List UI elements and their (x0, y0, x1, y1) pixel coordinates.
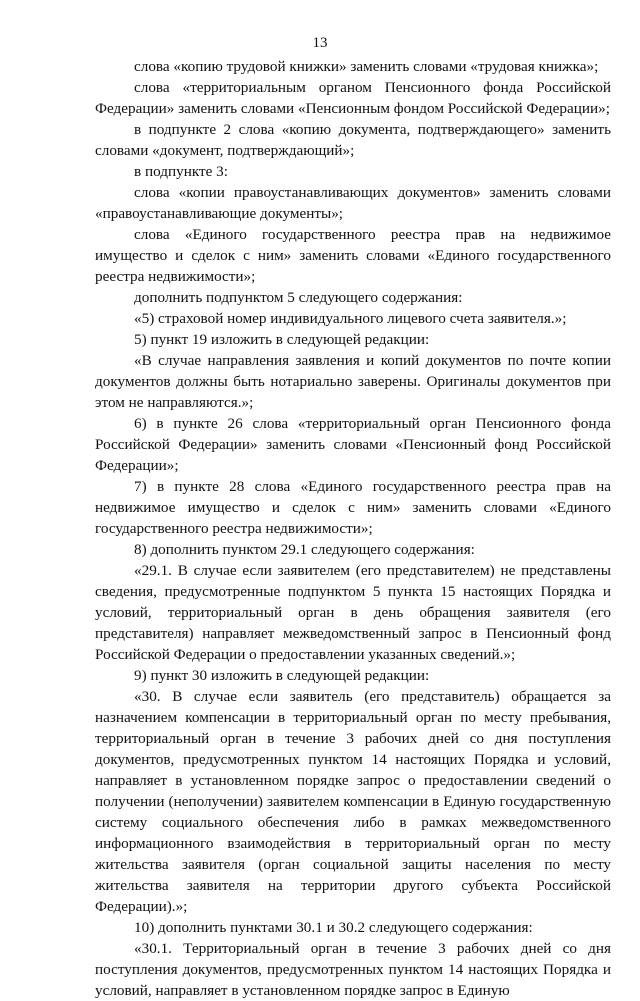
paragraph: в подпункте 2 слова «копию документа, подтверждающего» заменить словами «документ, подтверждающий»; (95, 121, 611, 159)
paragraph: дополнить подпунктом 5 следующего содержания: (134, 289, 463, 306)
paragraph: «30.1. Территориальный орган в течение 3 рабочих дней со дня поступления документов, предусмотренных пунктом 14 настоящих Порядка и условий, направляет в установленном порядке запрос в Единую (95, 940, 611, 999)
paragraph: 8) дополнить пунктом 29.1 следующего содержания: (134, 541, 475, 558)
paragraph: 9) пункт 30 изложить в следующей редакции: (134, 667, 430, 684)
paragraph: 5) пункт 19 изложить в следующей редакции: (134, 331, 430, 348)
page-number: 13 (312, 35, 328, 51)
paragraph: 10) дополнить пунктами 30.1 и 30.2 следующего содержания: (134, 919, 533, 936)
paragraph: «29.1. В случае если заявителем (его представителем) не представлены сведения, предусмотренные подпунктом 5 пункта 15 настоящих Порядка и условий, территориальный орган в день обращения заявителя (его представителя) направляет межведомственный запрос в Пенсионный фонд Российской Федерации о предоставлении указанных сведений.»; (95, 562, 611, 663)
paragraph: слова «Единого государственного реестра прав на недвижимое имущество и сделок с ним» заменить словами «Единого государственного реестра недвижимости»; (95, 226, 611, 285)
document-body (95, 56, 611, 1001)
paragraph: «30. В случае если заявитель (его представитель) обращается за назначением компенсации в территориальный орган по месту пребывания, территориальный орган в течение 3 рабочих дней со дня поступления документов, предусмотренных пунктом 14 настоящих Порядка и условий, направляет в установленном порядке запрос о предоставлении сведений о получении (неполучении) заявителем компенсации в Единую государственную систему социального обеспечения либо в рамках межведомственного информационного взаимодействия в территориальный орган по месту жительства заявителя (орган социальной защиты населения по месту жительства заявителя на территории другого субъекта Российской Федерации).»; (95, 688, 611, 915)
paragraph: «5) страховой номер индивидуального лицевого счета заявителя.»; (134, 310, 567, 327)
paragraph: 6) в пункте 26 слова «территориальный орган Пенсионного фонда Российской Федерации» заменить словами «Пенсионный фонд Российской Федерации»; (95, 415, 611, 474)
paragraph: слова «копию трудовой книжки» заменить словами «трудовая книжка»; (134, 58, 599, 75)
paragraph: «В случае направления заявления и копий документов по почте копии документов должны быть нотариально заверены. Оригиналы документов при этом не направляются.»; (95, 352, 611, 411)
paragraph: в подпункте 3: (134, 163, 228, 180)
paragraph: 7) в пункте 28 слова «Единого государственного реестра прав на недвижимое имущество и сделок с ним» заменить словами «Единого государственного реестра недвижимости»; (95, 478, 611, 537)
paragraph: слова «копии правоустанавливающих документов» заменить словами «правоустанавливающие документы»; (95, 184, 611, 222)
paragraph: слова «территориальным органом Пенсионного фонда Российской Федерации» заменить словами «Пенсионным фондом Российской Федерации»; (95, 79, 611, 117)
